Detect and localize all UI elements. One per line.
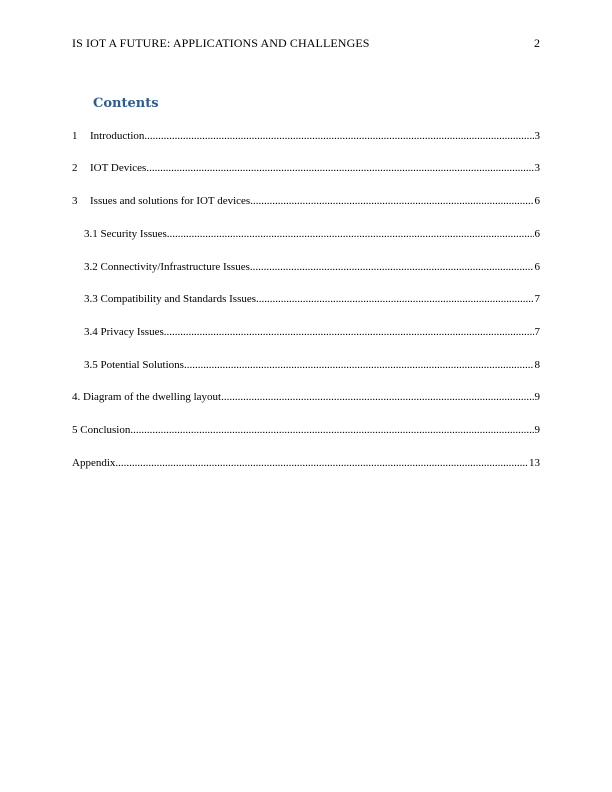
toc-entry-introduction[interactable] xyxy=(72,128,540,144)
toc-entry-diagram[interactable] xyxy=(72,389,540,405)
toc-entry-title: Appendix xyxy=(72,457,116,469)
toc-dot-leader xyxy=(221,389,533,405)
toc-entry-title: 5 Conclusion xyxy=(72,424,131,436)
toc-entry-page: 3 xyxy=(534,162,540,174)
toc-entry-title: 3.4 Privacy Issues xyxy=(84,326,164,338)
toc-entry-page: 8 xyxy=(534,359,540,371)
toc-dot-leader xyxy=(164,324,534,340)
toc-entry-title: Introduction xyxy=(90,130,145,142)
toc-entry-page: 6 xyxy=(534,261,540,273)
toc-entry-page: 6 xyxy=(534,228,540,240)
toc-entry-title: Issues and solutions for IOT devices xyxy=(90,195,251,207)
toc-entry-page: 7 xyxy=(534,326,540,338)
toc-entry-number: 2 xyxy=(72,162,78,174)
toc-dot-leader xyxy=(184,357,534,373)
toc-entry-title: IOT Devices xyxy=(90,162,147,174)
toc-dot-leader xyxy=(250,193,533,209)
toc-dot-leader xyxy=(256,291,533,307)
toc-dot-leader xyxy=(250,259,534,275)
toc-entry-title: 3.3 Compatibility and Standards Issues xyxy=(84,293,257,305)
toc-entry-number: 1 xyxy=(72,130,78,142)
toc-entry-number: 3 xyxy=(72,195,78,207)
toc-entry-page: 7 xyxy=(534,293,540,305)
toc-entry-privacy-issues[interactable] xyxy=(84,324,540,340)
toc-entry-title: 4. Diagram of the dwelling layout xyxy=(72,391,222,403)
toc-entry-title: 3.5 Potential Solutions xyxy=(84,359,184,371)
toc-entry-issues-solutions[interactable] xyxy=(72,193,540,209)
toc-dot-leader xyxy=(115,455,528,471)
toc-dot-leader xyxy=(167,226,534,242)
toc-entry-appendix[interactable] xyxy=(72,455,540,471)
toc-entry-page: 9 xyxy=(534,391,540,403)
toc-entry-conclusion[interactable] xyxy=(72,422,540,438)
toc-entry-connectivity-issues[interactable] xyxy=(84,259,540,275)
toc-entry-title: 3.1 Security Issues xyxy=(84,228,167,240)
running-head: IS IOT A FUTURE: APPLICATIONS AND CHALLENGES xyxy=(72,36,370,50)
toc-entry-potential-solutions[interactable] xyxy=(84,357,540,373)
toc-entry-iot-devices[interactable] xyxy=(72,160,540,176)
toc-entry-compatibility-issues[interactable] xyxy=(84,291,540,307)
toc-entry-page: 3 xyxy=(534,130,540,142)
toc-entry-page: 13 xyxy=(529,457,540,469)
toc-entry-page: 6 xyxy=(534,195,540,207)
toc-dot-leader xyxy=(144,128,533,144)
toc-entry-security-issues[interactable] xyxy=(84,226,540,242)
toc-heading: Contents xyxy=(93,96,159,111)
page-number: 2 xyxy=(534,36,540,50)
toc-dot-leader xyxy=(130,422,533,438)
toc-entry-page: 9 xyxy=(534,424,540,436)
toc-entry-title: 3.2 Connectivity/Infrastructure Issues xyxy=(84,261,250,273)
toc-dot-leader xyxy=(146,160,533,176)
